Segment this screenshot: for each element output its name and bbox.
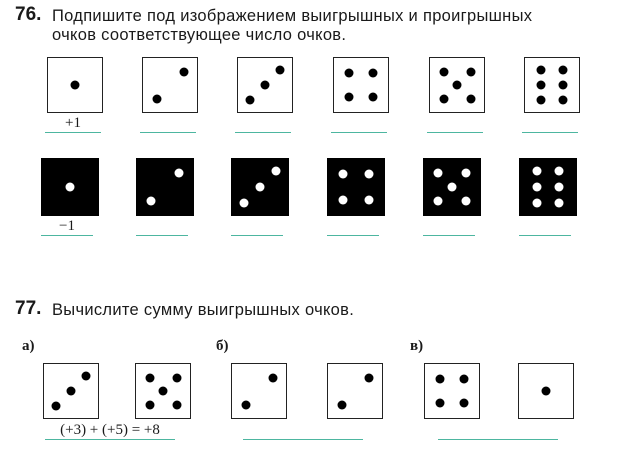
die-pip [558, 96, 567, 105]
die-pip [435, 399, 444, 408]
die-pip [344, 68, 353, 77]
task-77-die-two [231, 363, 287, 419]
die-pip [537, 65, 546, 74]
die-pip [448, 183, 457, 192]
die-pip [434, 197, 443, 206]
die-pip [558, 81, 567, 90]
die-pip [453, 81, 462, 90]
task-77-part-answer-line[interactable] [45, 439, 175, 440]
die-pip [179, 67, 188, 76]
die-pip [82, 371, 91, 380]
die-pip [555, 198, 564, 207]
task-77-text-line-1: Вычислите сумму выигрышных очков. [52, 301, 355, 319]
die-pip [542, 387, 551, 396]
die-pip [537, 81, 546, 90]
task-77-die-two [327, 363, 383, 419]
die-pip [339, 170, 348, 179]
task-77-part-label: а) [22, 338, 35, 354]
die-pip [344, 93, 353, 102]
die-pip [276, 65, 285, 74]
white-die-three [237, 57, 293, 113]
black-die-five [423, 158, 481, 216]
die-pip [532, 183, 541, 192]
die-pip [147, 197, 156, 206]
task-77-part-answer-line[interactable] [438, 439, 558, 440]
die-pip [67, 387, 76, 396]
die-pip [466, 67, 475, 76]
white-die-five-answer-line[interactable] [427, 132, 483, 133]
die-pip [532, 167, 541, 176]
white-die-one [47, 57, 103, 113]
black-die-six [519, 158, 577, 216]
die-pip [434, 169, 443, 178]
die-pip [460, 374, 469, 383]
white-die-two [142, 57, 198, 113]
die-pip [159, 387, 168, 396]
black-die-two [136, 158, 194, 216]
die-pip [532, 198, 541, 207]
die-pip [558, 65, 567, 74]
die-pip [439, 67, 448, 76]
die-pip [261, 81, 270, 90]
white-die-three-answer-line[interactable] [235, 132, 291, 133]
task-77-die-one [518, 363, 574, 419]
white-die-four-answer-line[interactable] [331, 132, 387, 133]
die-pip [462, 169, 471, 178]
die-pip [268, 373, 277, 382]
white-die-two-answer-line[interactable] [140, 132, 196, 133]
die-pip [555, 167, 564, 176]
black-die-five-answer-line[interactable] [423, 235, 475, 236]
die-pip [175, 169, 184, 178]
white-die-one-answer-line[interactable] [45, 132, 101, 133]
white-die-four [333, 57, 389, 113]
die-pip [245, 96, 254, 105]
task-76-text-line-1: Подпишите под изображением выигрышных и проигрышных [52, 7, 533, 25]
white-die-six-answer-line[interactable] [522, 132, 578, 133]
die-pip [172, 373, 181, 382]
black-die-three-answer-line[interactable] [231, 235, 283, 236]
black-die-four-answer-line[interactable] [327, 235, 379, 236]
black-die-three [231, 158, 289, 216]
black-die-two-answer-line[interactable] [136, 235, 188, 236]
task-77-part-answer-value: (+3) + (+5) = +8 [60, 422, 160, 438]
die-pip [271, 167, 280, 176]
die-pip [364, 195, 373, 204]
die-pip [339, 195, 348, 204]
die-pip [466, 94, 475, 103]
die-pip [51, 402, 60, 411]
die-pip [256, 183, 265, 192]
die-pip [369, 68, 378, 77]
die-pip [439, 94, 448, 103]
die-pip [145, 400, 154, 409]
black-die-four [327, 158, 385, 216]
die-pip [435, 374, 444, 383]
die-pip [240, 198, 249, 207]
task-76-text-line-2: очков соответствующее число очков. [52, 26, 347, 44]
die-pip [66, 183, 75, 192]
task-77-part-answer-line[interactable] [243, 439, 363, 440]
black-die-one-answer-value: −1 [59, 218, 75, 234]
die-pip [145, 373, 154, 382]
die-pip [172, 400, 181, 409]
die-pip [364, 373, 373, 382]
white-die-five [429, 57, 485, 113]
die-pip [337, 400, 346, 409]
task-77-number: 77. [15, 298, 42, 319]
die-pip [71, 81, 80, 90]
white-die-one-answer-value: +1 [65, 115, 81, 131]
task-76-number: 76. [15, 4, 42, 25]
die-pip [462, 197, 471, 206]
white-die-six [524, 57, 580, 113]
task-77-die-four [424, 363, 480, 419]
task-77-die-five [135, 363, 191, 419]
die-pip [369, 93, 378, 102]
die-pip [460, 399, 469, 408]
task-77-die-three [43, 363, 99, 419]
die-pip [537, 96, 546, 105]
die-pip [364, 170, 373, 179]
black-die-one-answer-line[interactable] [41, 235, 93, 236]
task-77-part-label: б) [216, 338, 229, 354]
black-die-six-answer-line[interactable] [519, 235, 571, 236]
die-pip [152, 94, 161, 103]
die-pip [241, 400, 250, 409]
die-pip [555, 183, 564, 192]
task-77-part-label: в) [410, 338, 424, 354]
black-die-one [41, 158, 99, 216]
